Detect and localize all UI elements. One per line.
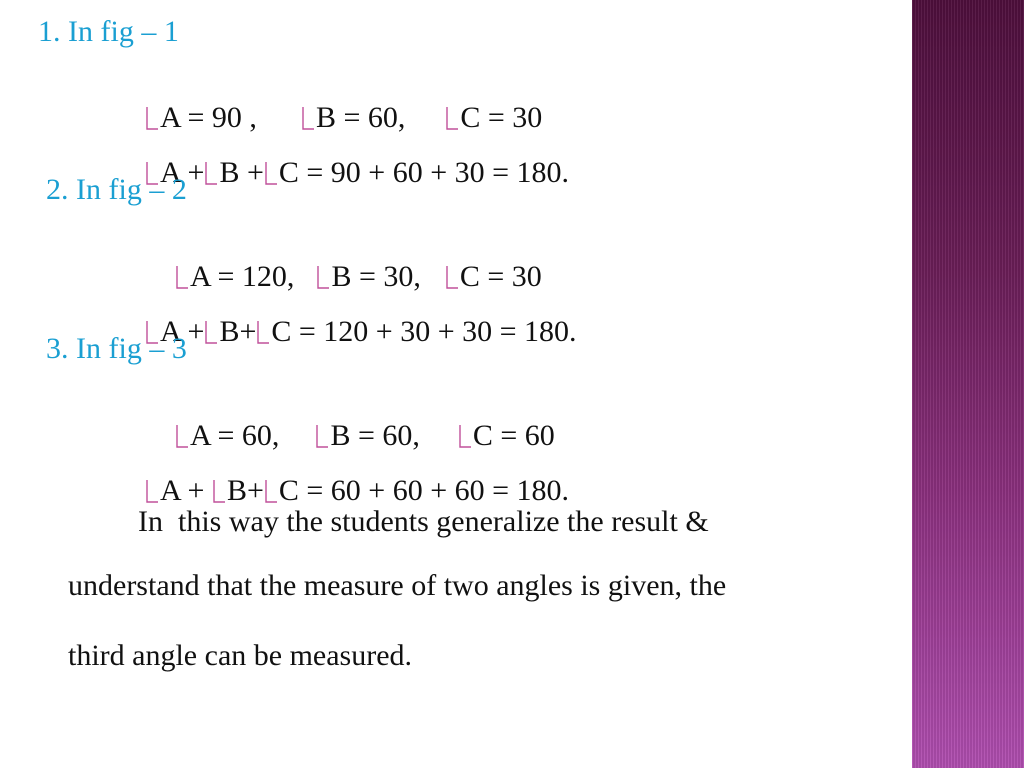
sum-c-term: C = 60 + 60 + 60 = 180. xyxy=(278,474,570,507)
section-1-heading: 1. In fig – 1 xyxy=(38,15,179,48)
sidebar-texture xyxy=(912,0,1024,768)
angle-icon xyxy=(264,476,278,506)
angle-icon xyxy=(256,317,270,347)
section-1-sum-line xyxy=(100,119,570,189)
sum-b-term: B+ xyxy=(226,474,264,507)
angle-icon xyxy=(264,158,278,188)
section-3-sum-line xyxy=(100,437,570,507)
sum-a-term: A + xyxy=(160,315,205,348)
angle-b-value: B = 60, xyxy=(315,101,406,134)
decorative-sidebar xyxy=(912,0,1024,768)
angle-a-value: A = 60, xyxy=(190,419,280,452)
sum-c-term: C = 90 + 60 + 30 = 180. xyxy=(278,156,570,189)
angle-icon xyxy=(212,476,226,506)
section-3-values-line xyxy=(130,382,555,452)
angle-c-value: C = 30 xyxy=(460,101,543,134)
section-1-values-line xyxy=(100,64,543,134)
angle-b-value: B = 30, xyxy=(331,260,421,293)
angle-icon xyxy=(204,317,218,347)
angle-a-value: A = 90 , xyxy=(160,101,257,134)
sum-b-term: B+ xyxy=(219,315,257,348)
sum-a-term: A + xyxy=(160,156,205,189)
section-2-heading: 2. In fig – 2 xyxy=(46,173,187,206)
angle-icon xyxy=(204,158,218,188)
conclusion-line-2: understand that the measure of two angles is given, the xyxy=(68,569,727,602)
section-2-sum-line xyxy=(100,278,577,348)
sum-c-term: C = 120 + 30 + 30 = 180. xyxy=(271,315,577,348)
angle-c-value: C = 30 xyxy=(459,260,542,293)
angle-c-value: C = 60 xyxy=(472,419,555,452)
section-3-heading: 3. In fig – 3 xyxy=(46,332,187,365)
conclusion-line-1: In this way the students generalize the result & xyxy=(138,505,709,538)
angle-a-value: A = 120, xyxy=(190,260,295,293)
angle-icon xyxy=(145,476,159,506)
conclusion-line-3: third angle can be measured. xyxy=(68,639,413,672)
section-2-values-line xyxy=(130,223,542,293)
sum-a-term: A + xyxy=(160,474,212,507)
angle-b-value: B = 60, xyxy=(330,419,420,452)
sum-b-term: B + xyxy=(219,156,264,189)
